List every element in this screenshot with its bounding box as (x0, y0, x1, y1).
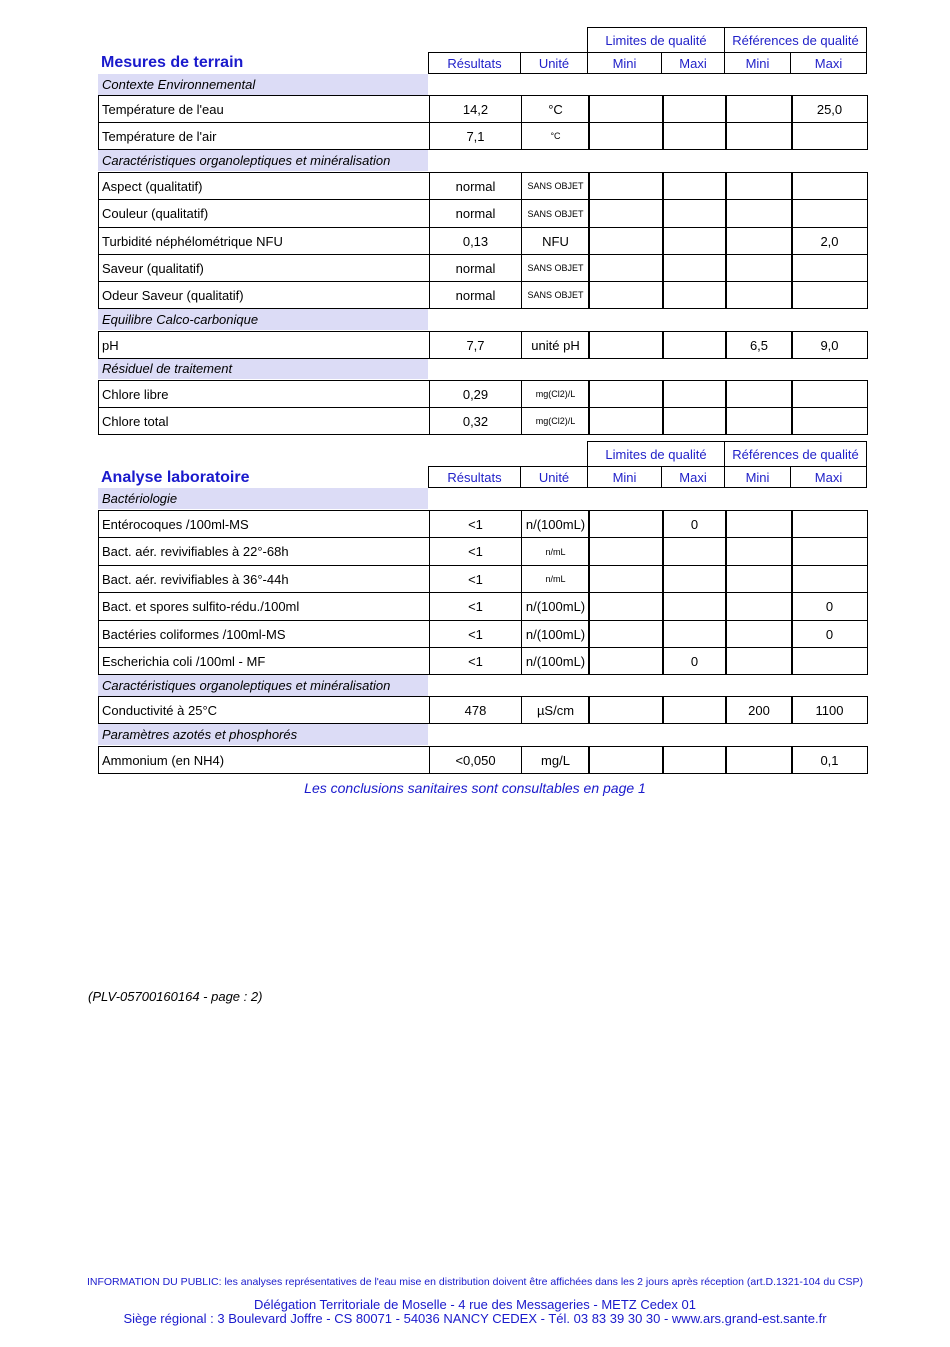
cell-lmax (662, 746, 727, 774)
cell-unit: SANS OBJET (521, 254, 590, 282)
cell-rmax (791, 281, 868, 309)
cell-result: <1 (429, 565, 522, 593)
col-limite-maxi: Maxi (661, 466, 725, 488)
cell-lmin (588, 620, 664, 648)
section-title-terrain: Mesures de terrain (101, 54, 244, 71)
col-ref-mini: Mini (724, 52, 791, 74)
cell-param: Température de l'eau (98, 95, 430, 123)
cell-param: Chlore libre (98, 380, 430, 408)
cell-result: normal (429, 172, 522, 200)
cell-rmin (725, 227, 793, 255)
cell-unit: unité pH (521, 331, 590, 359)
cell-lmax (662, 537, 727, 566)
cell-lmin (588, 592, 664, 621)
cell-result: 0,32 (429, 407, 522, 435)
terrain-limits-header: Limites de qualité (587, 27, 725, 53)
cell-rmax: 25,0 (791, 95, 868, 123)
page-reference: (PLV-05700160164 - page : 2) (88, 989, 263, 1004)
cell-lmin (588, 199, 664, 228)
category-residuel: Résiduel de traitement (98, 358, 428, 379)
cell-result: <1 (429, 647, 522, 675)
cell-lmin (588, 95, 664, 123)
cell-param: Chlore total (98, 407, 430, 435)
cell-lmax: 0 (662, 510, 727, 538)
cell-param: Bactéries coliformes /100ml-MS (98, 620, 430, 648)
cell-rmin (725, 122, 793, 150)
cell-rmax (791, 647, 868, 675)
cell-unit: mg(Cl2)/L (521, 380, 590, 408)
cell-rmax (791, 254, 868, 282)
cell-result: <1 (429, 510, 522, 538)
cell-lmax (662, 565, 727, 593)
cell-unit: SANS OBJET (521, 172, 590, 200)
cell-param: Turbidité néphélométrique NFU (98, 227, 430, 255)
cell-result: normal (429, 199, 522, 228)
cell-lmax (662, 696, 727, 724)
cell-lmin (588, 281, 664, 309)
col-ref-maxi: Maxi (790, 52, 867, 74)
cell-lmin (588, 122, 664, 150)
cell-param: Entérocoques /100ml-MS (98, 510, 430, 538)
cell-unit: n/(100mL) (521, 647, 590, 675)
cell-rmin: 6,5 (725, 331, 793, 359)
cell-unit: NFU (521, 227, 590, 255)
cell-lmin (588, 537, 664, 566)
cell-lmax (662, 592, 727, 621)
cell-lmax: 0 (662, 647, 727, 675)
cell-lmax (662, 407, 727, 435)
cell-result: 0,13 (429, 227, 522, 255)
col-unite: Unité (520, 466, 588, 488)
cell-rmax (791, 380, 868, 408)
cell-lmin (588, 254, 664, 282)
cell-unit: n/(100mL) (521, 510, 590, 538)
category-bacterio: Bactériologie (98, 488, 428, 509)
footer-line1: Délégation Territoriale de Moselle - 4 rue des Messageries - METZ Cedex 01 (254, 1297, 696, 1312)
col-limite-maxi: Maxi (661, 52, 725, 74)
category-organo-labo: Caractéristiques organoleptiques et minéralisation (98, 675, 428, 696)
cell-result: 14,2 (429, 95, 522, 123)
cell-lmin (588, 380, 664, 408)
cell-result: normal (429, 254, 522, 282)
cell-rmax (791, 510, 868, 538)
cell-result: 0,29 (429, 380, 522, 408)
cell-param: Température de l'air (98, 122, 430, 150)
cell-lmin (588, 746, 664, 774)
cell-unit: n/(100mL) (521, 620, 590, 648)
cell-lmax (662, 122, 727, 150)
cell-param: Bact. et spores sulfito-rédu./100ml (98, 592, 430, 621)
cell-result: 7,1 (429, 122, 522, 150)
cell-rmin (725, 620, 793, 648)
col-limite-mini: Mini (587, 52, 662, 74)
cell-unit: mg/L (521, 746, 590, 774)
cell-param: Saveur (qualitatif) (98, 254, 430, 282)
cell-param: Couleur (qualitatif) (98, 199, 430, 228)
cell-rmin (725, 254, 793, 282)
col-unite: Unité (520, 52, 588, 74)
cell-lmax (662, 227, 727, 255)
cell-param: Odeur Saveur (qualitatif) (98, 281, 430, 309)
cell-param: Bact. aér. revivifiables à 22°-68h (98, 537, 430, 566)
cell-param: Bact. aér. revivifiables à 36°-44h (98, 565, 430, 593)
labo-limits-header: Limites de qualité (587, 441, 725, 467)
cell-param: Conductivité à 25°C (98, 696, 430, 724)
cell-rmax (791, 172, 868, 200)
col-resultats: Résultats (428, 52, 521, 74)
cell-lmax (662, 95, 727, 123)
cell-unit: SANS OBJET (521, 199, 590, 228)
cell-lmax (662, 620, 727, 648)
cell-lmax (662, 172, 727, 200)
cell-rmin (725, 565, 793, 593)
cell-param: Escherichia coli /100ml - MF (98, 647, 430, 675)
cell-rmin (725, 95, 793, 123)
cell-lmin (588, 565, 664, 593)
cell-param: Ammonium (en NH4) (98, 746, 430, 774)
cell-lmax (662, 281, 727, 309)
cell-rmax (791, 537, 868, 566)
category-organo-terrain: Caractéristiques organoleptiques et minéralisation (98, 150, 428, 171)
cell-unit: n/mL (521, 565, 590, 593)
cell-lmin (588, 331, 664, 359)
cell-unit: °C (521, 122, 590, 150)
cell-rmax (791, 565, 868, 593)
cell-rmax (791, 199, 868, 228)
cell-lmin (588, 172, 664, 200)
cell-rmax: 2,0 (791, 227, 868, 255)
cell-result: <1 (429, 592, 522, 621)
cell-rmax (791, 122, 868, 150)
cell-lmin (588, 510, 664, 538)
col-ref-maxi: Maxi (790, 466, 867, 488)
cell-lmax (662, 380, 727, 408)
footer-line2: Siège régional : 3 Boulevard Joffre - CS 80071 - 54036 NANCY CEDEX - Tél. 03 83 39 30 30 - www.ars.grand-est.sante.fr (123, 1311, 827, 1326)
cell-lmax (662, 199, 727, 228)
cell-result: <1 (429, 620, 522, 648)
cell-result: 7,7 (429, 331, 522, 359)
cell-rmax (791, 407, 868, 435)
cell-rmin: 200 (725, 696, 793, 724)
cell-rmax: 0 (791, 592, 868, 621)
footer-info: INFORMATION DU PUBLIC: les analyses représentatives de l'eau mise en distribution doivent être affichées dans les 2 jours après réception (art.D.1321-104 du CSP) (86, 1276, 864, 1288)
cell-rmin (725, 746, 793, 774)
section-title-labo: Analyse laboratoire (101, 469, 250, 486)
cell-rmax: 0,1 (791, 746, 868, 774)
col-resultats: Résultats (428, 466, 521, 488)
cell-rmin (725, 510, 793, 538)
cell-rmin (725, 281, 793, 309)
cell-param: pH (98, 331, 430, 359)
cell-unit: °C (521, 95, 590, 123)
cell-rmin (725, 592, 793, 621)
cell-rmax: 1100 (791, 696, 868, 724)
col-limite-mini: Mini (587, 466, 662, 488)
category-contexte: Contexte Environnemental (98, 74, 428, 95)
cell-lmin (588, 407, 664, 435)
cell-param: Aspect (qualitatif) (98, 172, 430, 200)
cell-lmin (588, 227, 664, 255)
cell-unit: SANS OBJET (521, 281, 590, 309)
cell-result: <1 (429, 537, 522, 566)
category-azotes: Paramètres azotés et phosphorés (98, 724, 428, 745)
cell-rmin (725, 537, 793, 566)
col-ref-mini: Mini (724, 466, 791, 488)
cell-result: normal (429, 281, 522, 309)
cell-rmin (725, 199, 793, 228)
cell-unit: n/mL (521, 537, 590, 566)
cell-rmin (725, 407, 793, 435)
cell-rmin (725, 172, 793, 200)
cell-rmax: 0 (791, 620, 868, 648)
cell-lmax (662, 254, 727, 282)
cell-unit: n/(100mL) (521, 592, 590, 621)
cell-lmin (588, 647, 664, 675)
cell-rmin (725, 647, 793, 675)
cell-unit: mg(Cl2)/L (521, 407, 590, 435)
labo-references-header: Références de qualité (724, 441, 867, 467)
cell-rmax: 9,0 (791, 331, 868, 359)
terrain-references-header: Références de qualité (724, 27, 867, 53)
cell-result: 478 (429, 696, 522, 724)
cell-unit: µS/cm (521, 696, 590, 724)
cell-result: <0,050 (429, 746, 522, 774)
cell-lmin (588, 696, 664, 724)
cell-lmax (662, 331, 727, 359)
category-calco: Equilibre Calco-carbonique (98, 309, 428, 330)
cell-rmin (725, 380, 793, 408)
conclusions-note: Les conclusions sanitaires sont consultables en page 1 (304, 780, 646, 796)
